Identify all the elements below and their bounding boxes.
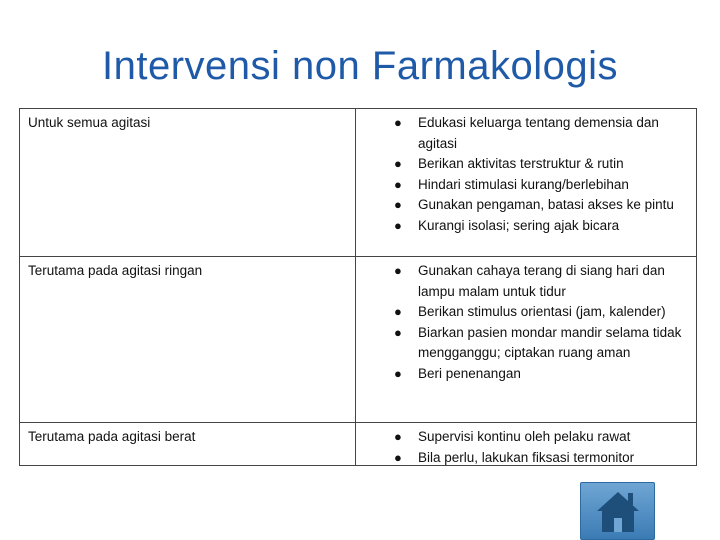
home-button[interactable] <box>580 482 655 540</box>
bullet-icon: ● <box>394 263 402 278</box>
bullet-icon: ● <box>394 324 402 340</box>
list-item: ● Edukasi keluarga tentang demensia dan agitasi <box>394 115 659 151</box>
list-item: ● Berikan stimulus orientasi (jam, kalender) <box>356 302 690 323</box>
list-item: ● Gunakan pengaman, batasi akses ke pintu <box>356 195 690 216</box>
bullet-icon: ● <box>394 217 402 233</box>
table-row <box>20 257 696 423</box>
bullet-icon: ● <box>394 156 402 171</box>
bullet-icon: ● <box>394 197 402 212</box>
table-row <box>20 423 696 466</box>
row-label: Terutama pada agitasi berat <box>20 423 356 466</box>
list-item: ● Berikan aktivitas terstruktur & rutin <box>356 154 690 175</box>
home-icon <box>594 489 642 535</box>
bullet-icon: ● <box>394 115 402 130</box>
list-item: ● Beri penenangan <box>356 364 690 385</box>
bullet-icon: ● <box>394 176 402 192</box>
slide-title: Intervensi non Farmakologis <box>102 44 618 88</box>
row-label: Terutama pada agitasi ringan <box>20 257 356 422</box>
list-item: ● Kurangi isolasi; sering ajak bicara <box>356 216 690 237</box>
row-items <box>356 423 696 466</box>
bullet-icon: ● <box>394 304 402 319</box>
list-item: ● Gunakan cahaya terang di siang hari dan lampu malam untuk tidur <box>394 263 665 299</box>
bullet-icon: ● <box>394 365 402 381</box>
row-items <box>356 257 696 422</box>
intervention-table <box>19 108 697 466</box>
bullet-icon: ● <box>394 449 402 465</box>
table-row <box>20 109 696 257</box>
list-item: ● Bila perlu, lakukan fiksasi termonitor <box>356 448 690 469</box>
row-label: Untuk semua agitasi <box>20 109 356 256</box>
list-item: ● Biarkan pasien mondar mandir selama tidak mengganggu; ciptakan ruang aman <box>394 324 682 360</box>
list-item: ● Supervisi kontinu oleh pelaku rawat <box>356 427 690 448</box>
bullet-icon: ● <box>394 429 402 444</box>
list-item: ● Hindari stimulasi kurang/berlebihan <box>356 175 690 196</box>
row-items <box>356 109 696 256</box>
